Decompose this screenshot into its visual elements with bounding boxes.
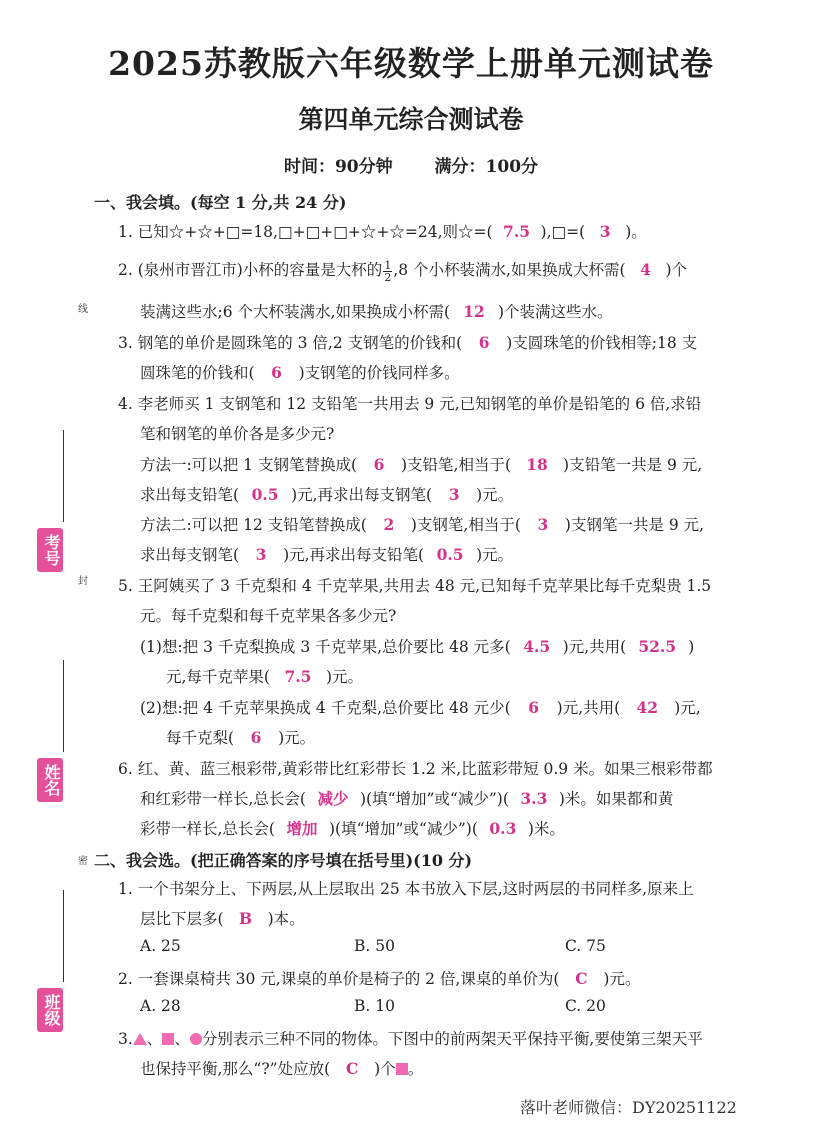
exam-no-line	[63, 430, 64, 522]
q4-method2-line1: 方法二:可以把 12 支铅笔替换成( 2 )支钢笔,相当于( 3 )支钢笔一共是 9 元,	[140, 515, 705, 534]
answer: C	[345, 1059, 359, 1078]
s2-q2-option-b: B. 10	[354, 997, 395, 1015]
answer: 2	[383, 515, 395, 534]
name-badge: 姓名	[37, 758, 63, 802]
answer: 6	[373, 455, 385, 474]
fraction: $\frac{1}{2}$	[384, 258, 392, 284]
cut-mark-seal: 封	[78, 576, 88, 587]
answer: 4	[640, 260, 651, 279]
q6-line3: 彩带一样长,总长会( 增加 )(填“增加”或“减少”)( 0.3 )米。	[140, 819, 565, 838]
answer: C	[575, 969, 588, 988]
answer: 减少	[317, 789, 349, 808]
s2-q2-option-c: C. 20	[565, 997, 606, 1015]
q5-part1-line2: 元,每千克苹果( 7.5 )元。	[166, 667, 364, 686]
class-line	[63, 890, 64, 982]
answer: 18	[526, 455, 548, 474]
name-line	[63, 660, 64, 752]
exam-meta	[0, 152, 822, 177]
q4-method1-line1: 方法一:可以把 1 支钢笔替换成( 6 )支铅笔,相当于( 18 )支铅笔一共是 9 元,	[140, 455, 703, 474]
answer: B	[239, 909, 253, 928]
q4-line1: 4. 李老师买 1 支钢笔和 12 支铅笔一共用去 9 元,已知钢笔的单价是铅笔的 6 倍,求铅	[118, 395, 702, 413]
class-badge: 班级	[37, 988, 63, 1032]
square-icon	[162, 1033, 174, 1045]
answer: 0.3	[489, 819, 517, 838]
q5-part1-line1: (1)想:把 3 千克梨换成 3 千克苹果,总价要比 48 元多( 4.5 )元,共用( 52.5 )	[140, 637, 695, 656]
section2-heading: 二、我会选。(把正确答案的序号填在括号里)(10 分)	[94, 851, 473, 870]
answer: 6	[271, 363, 282, 382]
answer: 6	[528, 698, 540, 717]
time-label: 时间：90分钟	[283, 157, 393, 177]
answer: 12	[463, 302, 485, 321]
square-icon	[396, 1063, 408, 1075]
answer: 0.5	[436, 545, 464, 564]
q5-part2-line2: 每千克梨( 6 )元。	[166, 728, 316, 747]
section1-heading: 一、我会填。(每空 1 分,共 24 分)	[94, 193, 347, 212]
cut-mark-line: 线	[78, 304, 88, 315]
answer: 7.5	[503, 222, 531, 241]
answer: 3	[537, 515, 549, 534]
q5-line2: 元。每千克梨和每千克苹果各多少元?	[140, 607, 397, 625]
q3-line1: 3. 钢笔的单价是圆珠笔的 3 倍,2 支钢笔的价钱和( 6 )支圆珠笔的价钱相等;18 支	[118, 333, 698, 352]
s2-q1-line1: 1. 一个书架分上、下两层,从上层取出 25 本书放入下层,这时两层的书同样多,原来上	[118, 880, 694, 898]
answer: 3.3	[520, 789, 548, 808]
answer: 42	[636, 698, 658, 717]
answer: 0.5	[251, 485, 279, 504]
answer: 3	[599, 222, 611, 241]
q1-line: 1. 已知☆+☆+□=18,□+□+□+☆+☆=24,则☆=( 7.5 ),□=( 3 )。	[118, 222, 647, 241]
q2-line1: 2. (泉州市晋江市)小杯的容量是大杯的 $\frac{1}{2}$ ,8 个小杯装满水,如果换成大杯需( 4 )个	[118, 258, 688, 284]
q5-part2-line1: (2)想:把 4 千克苹果换成 4 千克梨,总价要比 48 元少( 6 )元,共用( 42 )元,	[140, 698, 701, 717]
page-subtitle: 第四单元综合测试卷	[298, 105, 524, 134]
s2-q1-option-a: A. 25	[140, 937, 181, 955]
score-label: 满分：100分	[434, 157, 539, 177]
circle-icon	[190, 1033, 202, 1045]
exam-no-badge: 考号	[37, 528, 63, 572]
q6-line2: 和红彩带一样长,总长会( 减少 )(填“增加”或“减少”)( 3.3 )米。如果都和黄	[140, 789, 674, 808]
s2-q1-option-c: C. 75	[565, 937, 606, 955]
q4-line2: 笔和钢笔的单价各是多少元?	[140, 425, 335, 443]
s2-q2-line1: 2. 一套课桌椅共 30 元,课桌的单价是椅子的 2 倍,课桌的单价为( C )元。	[118, 969, 641, 988]
s2-q3-line1: 3. 、 、 分别表示三种不同的物体。下图中的前两架天平保持平衡,要使第三架天平	[118, 1030, 703, 1048]
s2-q1-option-b: B. 50	[354, 937, 395, 955]
answer: 3	[255, 545, 267, 564]
footer-contact: 落叶老师微信：DY20251122	[520, 1098, 737, 1117]
answer: 6	[250, 728, 262, 747]
page-title: 2025苏教版六年级数学上册单元测试卷	[108, 44, 714, 83]
answer: 增加	[286, 819, 318, 838]
q3-line2: 圆珠笔的价钱和( 6 )支钢笔的价钱同样多。	[140, 363, 460, 382]
q5-line1: 5. 王阿姨买了 3 千克梨和 4 千克苹果,共用去 48 元,已知每千克苹果比每千克梨贵 1.5	[118, 577, 712, 595]
answer: 3	[448, 485, 460, 504]
s2-q2-option-a: A. 28	[140, 997, 181, 1015]
triangle-icon	[133, 1033, 147, 1045]
answer: 4.5	[523, 637, 551, 656]
answer: 6	[478, 333, 490, 352]
answer: 7.5	[284, 667, 312, 686]
q4-method1-line2: 求出每支铅笔( 0.5 )元,再求出每支钢笔( 3 )元。	[140, 485, 514, 504]
q6-line1: 6. 红、黄、蓝三根彩带,黄彩带比红彩带长 1.2 米,比蓝彩带短 0.9 米。如果三根彩带都	[118, 760, 713, 778]
s2-q3-line2: 也保持平衡,那么“?”处应放( C )个 。	[140, 1059, 424, 1078]
answer: 52.5	[638, 637, 677, 656]
s2-q1-line2: 层比下层多( B )本。	[140, 909, 305, 928]
q2-line2: 装满这些水;6 个大杯装满水,如果换成小杯需( 12 )个装满这些水。	[140, 302, 613, 321]
cut-mark-secret: 密	[78, 856, 88, 867]
q4-method2-line2: 求出每支钢笔( 3 )元,再求出每支铅笔( 0.5 )元。	[140, 545, 514, 564]
